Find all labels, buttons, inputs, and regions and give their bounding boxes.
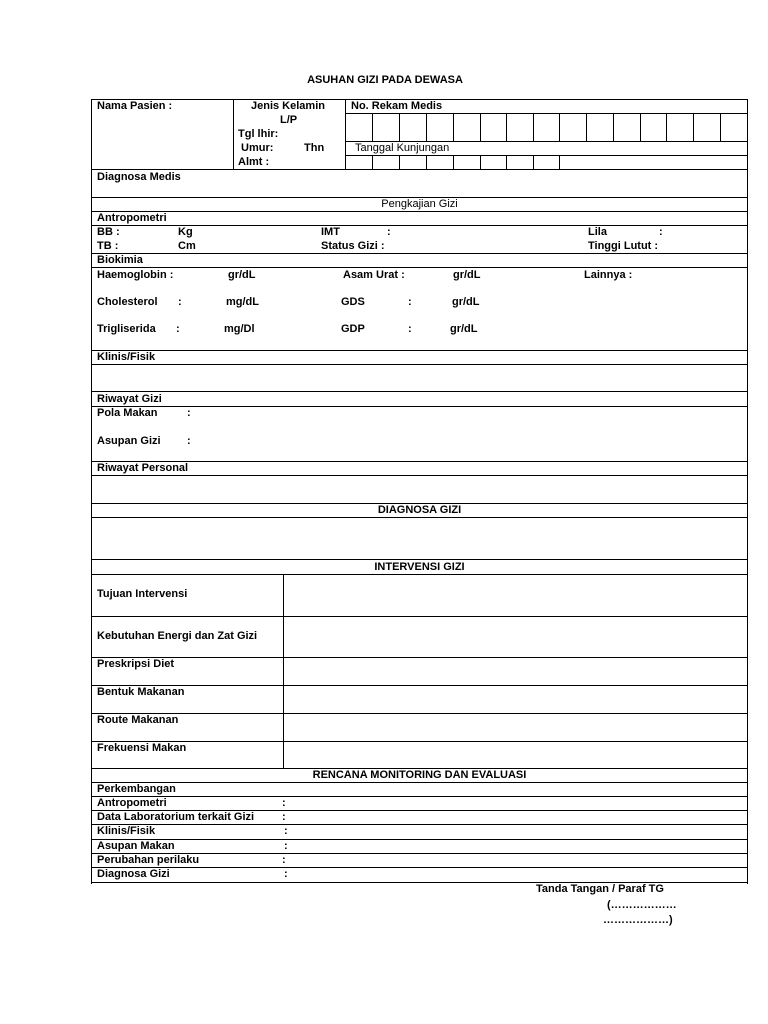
tb-unit: Cm <box>178 240 196 252</box>
haemoglobin-label: Haemoglobin : <box>97 269 174 281</box>
gds-colon: : <box>408 296 412 308</box>
intervensi-row-label: Tujuan Intervensi <box>97 588 188 600</box>
monitoring-row-label: Asupan Makan <box>97 840 175 852</box>
biokimia-label: Biokimia <box>97 254 143 266</box>
trigliserida-unit: mg/Dl <box>224 323 255 335</box>
monitoring-colon: : <box>284 825 288 837</box>
visit-date-boxes[interactable] <box>346 156 559 169</box>
status-gizi-label: Status Gizi : <box>321 240 385 252</box>
age-unit: Thn <box>304 142 325 154</box>
dob-label: Tgl lhir: <box>238 128 279 140</box>
asam-urat-label: Asam Urat : <box>343 269 405 281</box>
monitoring-colon: : <box>282 811 286 823</box>
intervensi-row-label: Preskripsi Diet <box>97 658 175 670</box>
asupan-gizi-colon: : <box>187 435 191 447</box>
intervensi-row-label: Frekuensi Makan <box>97 742 187 754</box>
monitoring-colon: : <box>284 840 288 852</box>
visit-date-label: Tanggal Kunjungan <box>355 142 450 154</box>
cholesterol-label: Cholesterol <box>97 296 158 308</box>
lila-colon: : <box>659 226 663 238</box>
intervensi-row-label: Bentuk Makanan <box>97 686 185 698</box>
frekuensi-makan-field[interactable] <box>284 742 747 768</box>
patient-name-field[interactable] <box>180 100 230 166</box>
monitoring-row-label: Diagnosa Gizi <box>97 868 170 880</box>
imt-colon: : <box>387 226 391 238</box>
antropometri-label: Antropometri <box>97 212 167 224</box>
diagnosa-medis-label: Diagnosa Medis <box>97 171 181 183</box>
klinis-label: Klinis/Fisik <box>97 351 156 363</box>
intervensi-heading: INTERVENSI GIZI <box>374 561 465 573</box>
monitoring-row-label: Klinis/Fisik <box>97 825 156 837</box>
tinggi-lutut-label: Tinggi Lutut : <box>588 240 659 252</box>
trigliserida-label: Trigliserida <box>97 323 156 335</box>
kebutuhan-energi-field[interactable] <box>284 617 747 657</box>
monitoring-heading: RENCANA MONITORING DAN EVALUASI <box>312 769 527 781</box>
tujuan-intervensi-field[interactable] <box>284 575 747 616</box>
patient-name-label: Nama Pasien : <box>97 100 173 112</box>
diagnosa-gizi-heading: DIAGNOSA GIZI <box>377 504 462 516</box>
signature-line-1: (……………… <box>607 899 677 911</box>
signature-line-2: ………………) <box>603 914 673 926</box>
address-label: Almt : <box>238 156 270 168</box>
perkembangan-label: Perkembangan <box>97 783 176 795</box>
asupan-gizi-label: Asupan Gizi <box>97 435 161 447</box>
riwayat-personal-field[interactable] <box>92 476 747 503</box>
klinis-field[interactable] <box>92 365 747 391</box>
diagnosa-gizi-field[interactable] <box>92 518 747 559</box>
haemoglobin-unit: gr/dL <box>228 269 256 281</box>
intervensi-row-label: Kebutuhan Energi dan Zat Gizi <box>97 630 258 642</box>
monitoring-row-label: Antropometri <box>97 797 167 809</box>
pola-makan-colon: : <box>187 407 191 419</box>
cholesterol-unit: mg/dL <box>226 296 259 308</box>
medical-record-boxes[interactable] <box>346 114 747 141</box>
trigliserida-colon: : <box>176 323 180 335</box>
diagnosa-medis-field[interactable] <box>92 184 747 197</box>
lainnya-label: Lainnya : <box>584 269 633 281</box>
pola-makan-label: Pola Makan <box>97 407 158 419</box>
tb-label: TB : <box>97 240 119 252</box>
riwayat-personal-label: Riwayat Personal <box>97 462 189 474</box>
riwayat-gizi-label: Riwayat Gizi <box>97 393 162 405</box>
cholesterol-colon: : <box>178 296 182 308</box>
gdp-unit: gr/dL <box>450 323 478 335</box>
gds-unit: gr/dL <box>452 296 480 308</box>
signature-label: Tanda Tangan / Paraf TG <box>536 883 664 895</box>
medical-record-label: No. Rekam Medis <box>351 100 443 112</box>
imt-label: IMT <box>321 226 340 238</box>
gender-label: Jenis Kelamin <box>251 100 325 112</box>
bb-label: BB : <box>97 226 120 238</box>
pengkajian-heading: Pengkajian Gizi <box>381 198 458 210</box>
gender-value[interactable]: L/P <box>280 114 298 126</box>
age-label: Umur: <box>241 142 274 154</box>
gdp-colon: : <box>408 323 412 335</box>
gds-label: GDS <box>341 296 365 308</box>
page-title: ASUHAN GIZI PADA DEWASA <box>307 74 463 86</box>
monitoring-row-label: Perubahan perilaku <box>97 854 200 866</box>
monitoring-colon: : <box>282 797 286 809</box>
monitoring-colon: : <box>284 868 288 880</box>
lila-label: Lila <box>588 226 607 238</box>
route-makanan-field[interactable] <box>284 714 747 741</box>
preskripsi-diet-field[interactable] <box>284 658 747 685</box>
monitoring-row-label: Data Laboratorium terkait Gizi <box>97 811 255 823</box>
bentuk-makanan-field[interactable] <box>284 686 747 713</box>
gdp-label: GDP <box>341 323 365 335</box>
asam-urat-unit: gr/dL <box>453 269 481 281</box>
monitoring-colon: : <box>282 854 286 866</box>
intervensi-row-label: Route Makanan <box>97 714 179 726</box>
bb-unit: Kg <box>178 226 193 238</box>
